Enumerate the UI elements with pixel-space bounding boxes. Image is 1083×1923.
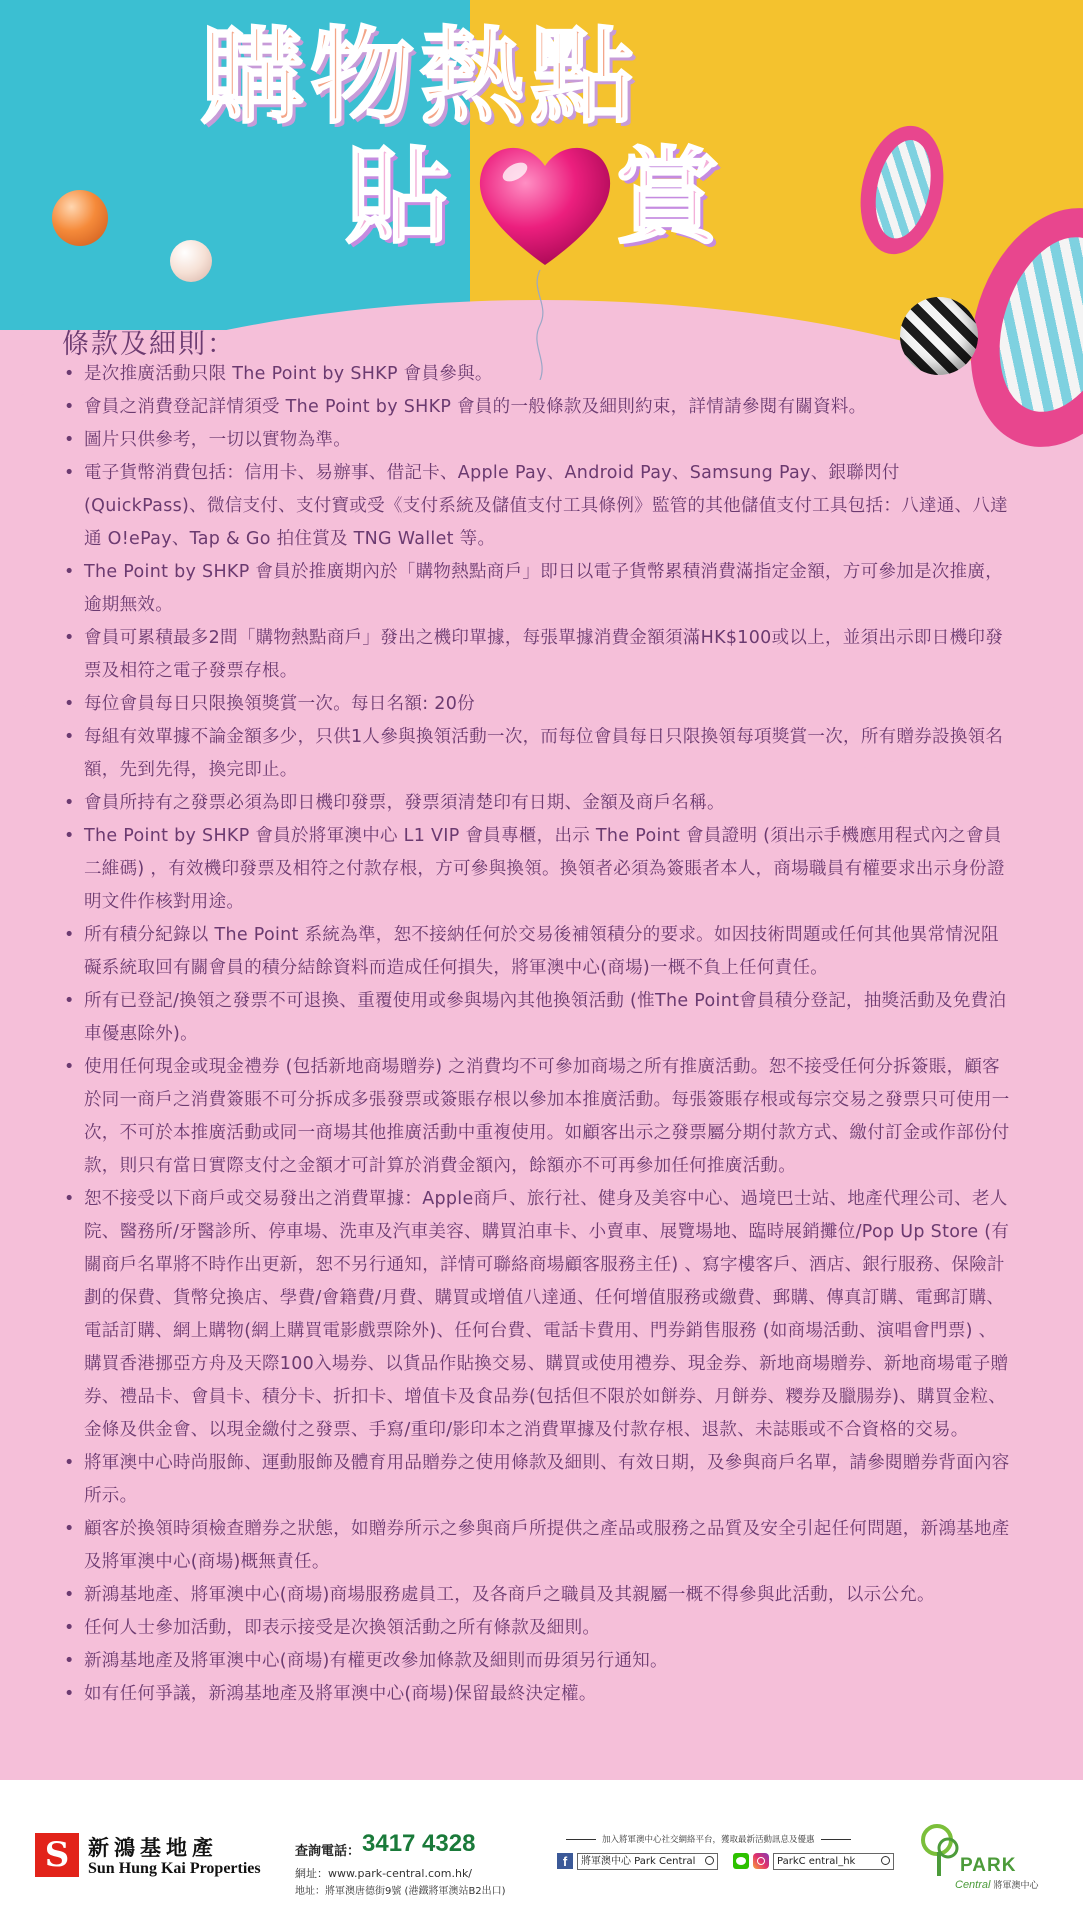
shkp-logo-icon — [35, 1833, 79, 1877]
terms-item: • 顧客於換領時須檢查贈券之狀態，如贈券所示之參與商戶所提供之產品或服務之品質及安全引起任何問題，新鴻基地產及將軍澳中心(商場)概無責任。 — [62, 1513, 1012, 1579]
facebook-search-box[interactable] — [577, 1853, 718, 1870]
shkp-name-cn: 新鴻基地產 — [88, 1835, 218, 1860]
terms-item: • 如有任何爭議，新鴻基地產及將軍澳中心(商場)保留最終決定權。 — [62, 1678, 1012, 1711]
wechat-icon[interactable] — [733, 1853, 749, 1869]
phone-number[interactable]: 3417 4328 — [362, 1830, 476, 1857]
terms-item: • 會員之消費登記詳情須受 The Point by SHKP 會員的一般條款及細則約束，詳情請參閱有關資料。 — [62, 391, 1012, 424]
poster-title-line2-right: 賞 — [615, 135, 726, 258]
terms-item: • 所有已登記/換領之發票不可退換、重覆使用或參與場內其他換領活動 (惟The Point會員積分登記，抽獎活動及免費泊車優惠除外)。 — [62, 985, 1012, 1051]
address: 地址：將軍澳唐德街9號 (港鐵將軍澳站B2出口) — [295, 1886, 506, 1897]
terms-list — [62, 358, 1012, 1711]
terms-item: • The Point by SHKP 會員於將軍澳中心 L1 VIP 會員專櫃，出示 The Point 會員證明 (須出示手機應用程式內之會員二維碼) ，有效機印發票及相符之付款存根，方可參與換領。換領者必須為簽賬者本人，商場職員有權要求出示身份證明文件作核對用途。 — [62, 820, 1012, 919]
terms-item: • 每組有效單據不論金額多少，只供1人參與換領活動一次，而每位會員每日只限換領每項獎賞一次，所有贈券設換領名額，先到先得，換完即止。 — [62, 721, 1012, 787]
heart-balloon-icon — [470, 130, 620, 280]
terms-item: • 新鴻基地產、將軍澳中心(商場)商場服務處員工，及各商戶之職員及其親屬一概不得參與此活動，以示公允。 — [62, 1579, 1012, 1612]
terms-item: • 每位會員每日只限換領獎賞一次。每日名額: 20份 — [62, 688, 1012, 721]
park-logo-sub — [955, 1878, 1038, 1891]
terms-item: • 新鴻基地產及將軍澳中心(商場)有權更改參加條款及細則而毋須另行通知。 — [62, 1645, 1012, 1678]
terms-item: • 會員所持有之發票必須為即日機印發票，發票須清楚印有日期、金額及商戶名稱。 — [62, 787, 1012, 820]
terms-item: • The Point by SHKP 會員於推廣期內於「購物熱點商戶」即日以電子貨幣累積消費滿指定金額，方可參加是次推廣，逾期無效。 — [62, 556, 1012, 622]
terms-item: • 電子貨幣消費包括：信用卡、易辦事、借記卡、Apple Pay、Android Pay、Samsung Pay、銀聯閃付(QuickPass)、微信支付、支付寶或受《支付系統及儲值支付工具條例》監管的其他儲值支付工具包括：八達通、八達通 O!ePay、Tap & Go 拍住賞及 TNG Wallet 等。 — [62, 457, 1012, 556]
park-logo-cn: 將軍澳中心 — [993, 1880, 1039, 1890]
phone-label: 查詢電話： — [295, 1844, 361, 1859]
instagram-search-text: ParkC entral_hk — [777, 1856, 856, 1867]
search-icon — [881, 1856, 890, 1865]
poster-title-line2-left: 貼 — [345, 135, 456, 258]
shkp-name-en: Sun Hung Kai Properties — [88, 1860, 261, 1877]
instagram-icon[interactable] — [753, 1853, 769, 1869]
facebook-icon[interactable]: f — [557, 1853, 573, 1869]
website-link[interactable]: 網址：www.park-central.com.hk/ — [295, 1867, 473, 1880]
terms-item: • 會員可累積最多2間「購物熱點商戶」發出之機印單據，每張單據消費金額須滿HK$100或以上，並須出示即日機印發票及相符之電子發票存根。 — [62, 622, 1012, 688]
terms-item: • 恕不接受以下商戶或交易發出之消費單據：Apple商戶、旅行社、健身及美容中心、過境巴士站、地產代理公司、老人院、醫務所/牙醫診所、停車場、洗車及汽車美容、購買泊車卡、小賣車、展覽場地、臨時展銷攤位/Pop Up Store (有關商戶名單將不時作出更新，恕不另行通知，詳情可聯絡商場顧客服務主任) 、寫字樓客戶、酒店、銀行服務、保險計劃的保費、貨幣兌換店、學費/會籍費/月費、購買或增值八達通、任何增值服務或繳費、郵購、傳真訂購、電郵訂購、電話訂購、網上購物(網上購買電影戲票除外)、任何台費、電話卡費用、門券銷售服務 (如商場活動、演唱會門票) 、購買香港挪亞方舟及天際100入場券、以貨品作貼換交易、購買或使用禮券、現金券、新地商場贈券、新地商場電子贈券、禮品卡、會員卡、積分卡、折扣卡、增值卡及食品券(包括但不限於如餅券、月餅券、糭券及臘腸券)、購買金粒、金條及供金會、以現金繳付之發票、手寫/重印/影印本之消費單據及付款存根、退款、未誌賬或不合資格的交易。 — [62, 1183, 1012, 1447]
terms-item: • 將軍澳中心時尚服飾、運動服飾及體育用品贈券之使用條款及細則、有效日期，及參與商戶名單，請參閱贈券背面內容所示。 — [62, 1447, 1012, 1513]
park-logo-text: PARK — [960, 1855, 1017, 1876]
terms-item: • 任何人士參加活動，即表示接受是次換領活動之所有條款及細則。 — [62, 1612, 1012, 1645]
terms-item: • 圖片只供參考，一切以實物為準。 — [62, 424, 1012, 457]
search-icon — [705, 1856, 714, 1865]
footer — [0, 1780, 1083, 1923]
terms-item: • 是次推廣活動只限 The Point by SHKP 會員參與。 — [62, 358, 1012, 391]
social-note: 加入將軍澳中心社交網絡平台，獲取最新活動訊息及優惠 — [560, 1833, 857, 1845]
terms-heading: 條款及細則： — [62, 329, 236, 360]
park-logo-sub-en: Central — [955, 1879, 991, 1891]
facebook-search-text: 將軍澳中心 Park Central — [581, 1856, 696, 1867]
instagram-search-box[interactable] — [773, 1853, 894, 1870]
orange-ball-icon — [52, 190, 108, 246]
pearl-ball-icon — [170, 240, 212, 282]
poster-title-line1: 購物熱點 — [200, 15, 641, 138]
terms-item: • 所有積分紀錄以 The Point 系統為準，恕不接納任何於交易後補領積分的要求。如因技術問題或任何其他異常情況阻礙系統取回有關會員的積分結餘資料而造成任何損失，將軍澳中心(商場)一概不負上任何責任。 — [62, 919, 1012, 985]
terms-item: • 使用任何現金或現金禮券 (包括新地商場贈券) 之消費均不可參加商場之所有推廣活動。恕不接受任何分拆簽賬，顧客於同一商戶之消費簽賬不可分拆成多張發票或簽賬存根以參加本推廣活動。每張簽賬存根或每宗交易之發票只可使用一次，不可於本推廣活動或同一商場其他推廣活動中重複使用。如顧客出示之發票屬分期付款方式、繳付訂金或作部份付款，則只有當日實際支付之金額才可計算於消費金額內，餘額亦不可再參加任何推廣活動。 — [62, 1051, 1012, 1183]
